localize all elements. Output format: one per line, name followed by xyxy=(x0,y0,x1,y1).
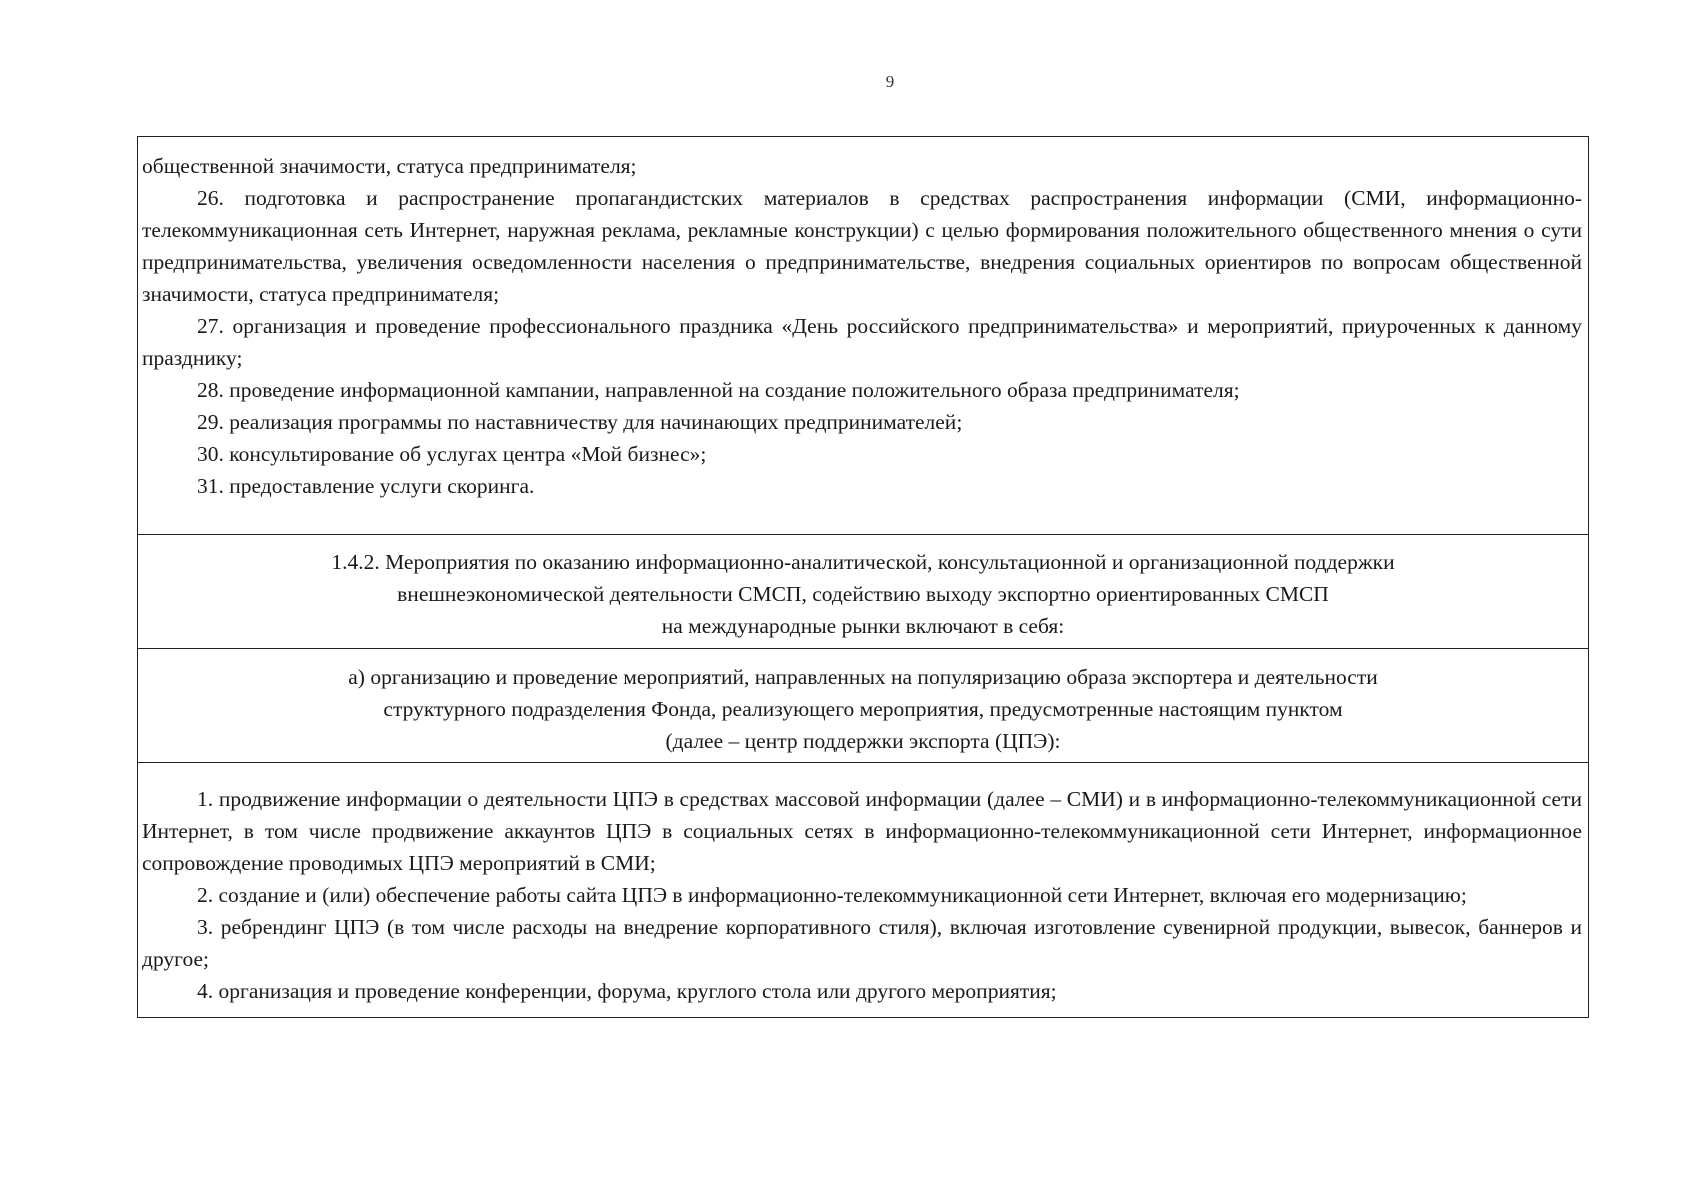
list-item-26: 26. подготовка и распространение пропагандистских материалов в средствах распространения информации (СМИ, информационно-телекоммуникационная сеть Интернет, наружная реклама, рекламные конструкции) с целью формирования положительного общественного мнения о сути предпринимательства, увеличения осведомленности населения о предпринимательстве, внедрения социальных ориентиров по вопросам общественной значимости, статуса предпринимателя; xyxy=(142,186,1582,306)
list-item-29: 29. реализация программы по наставничеству для начинающих предпринимателей; xyxy=(197,410,963,434)
subsection-heading-line-1: а) организацию и проведение мероприятий, направленных на популяризацию образа экспортера и деятельности xyxy=(348,665,1378,689)
section-heading-line-1: 1.4.2. Мероприятия по оказанию информационно-аналитической, консультационной и организационной поддержки xyxy=(331,550,1395,574)
subsection-heading-line-3: (далее – центр поддержки экспорта (ЦПЭ): xyxy=(665,729,1061,753)
list-item-31: 31. предоставление услуги скоринга. xyxy=(197,474,535,498)
paragraph-continuation: общественной значимости, статуса предпринимателя; xyxy=(142,154,637,178)
activities-block-1 xyxy=(138,137,1588,535)
list-item-30: 30. консультирование об услугах центра «Мой бизнес»; xyxy=(197,442,707,466)
list-item-2: 2. создание и (или) обеспечение работы сайта ЦПЭ в информационно-телекоммуникационной сети Интернет, включая его модернизацию; xyxy=(197,883,1467,907)
list-item-27: 27. организация и проведение профессионального праздника «День российского предпринимательства» и мероприятий, приуроченных к данному празднику; xyxy=(142,314,1582,370)
list-item-3: 3. ребрендинг ЦПЭ (в том числе расходы на внедрение корпоративного стиля), включая изготовление сувенирной продукции, вывесок, баннеров и другое; xyxy=(142,915,1582,971)
document-table xyxy=(137,136,1589,1018)
list-item-1: 1. продвижение информации о деятельности ЦПЭ в средствах массовой информации (далее – СМИ) и в информационно-телекоммуникационной сети Интернет, в том числе продвижение аккаунтов ЦПЭ в социальных сетях в информационно-телекоммуникационной сети Интернет, информационное сопровождение проводимых ЦПЭ мероприятий в СМИ; xyxy=(142,787,1582,875)
list-item-4: 4. организация и проведение конференции, форума, круглого стола или другого мероприятия; xyxy=(197,979,1057,1003)
section-heading-line-3: на международные рынки включают в себя: xyxy=(661,614,1065,638)
activities-block-2 xyxy=(138,763,1588,1017)
list-item-28: 28. проведение информационной кампании, направленной на создание положительного образа предпринимателя; xyxy=(197,378,1240,402)
subsection-heading-a xyxy=(138,649,1588,763)
subsection-heading-line-2: структурного подразделения Фонда, реализующего мероприятия, предусмотренные настоящим пунктом xyxy=(383,697,1343,721)
section-heading-line-2: внешнеэкономической деятельности СМСП, содействию выходу экспортно ориентированных СМСП xyxy=(397,582,1329,606)
section-heading-1-4-2 xyxy=(138,535,1588,649)
page-number: 9 xyxy=(885,72,895,91)
